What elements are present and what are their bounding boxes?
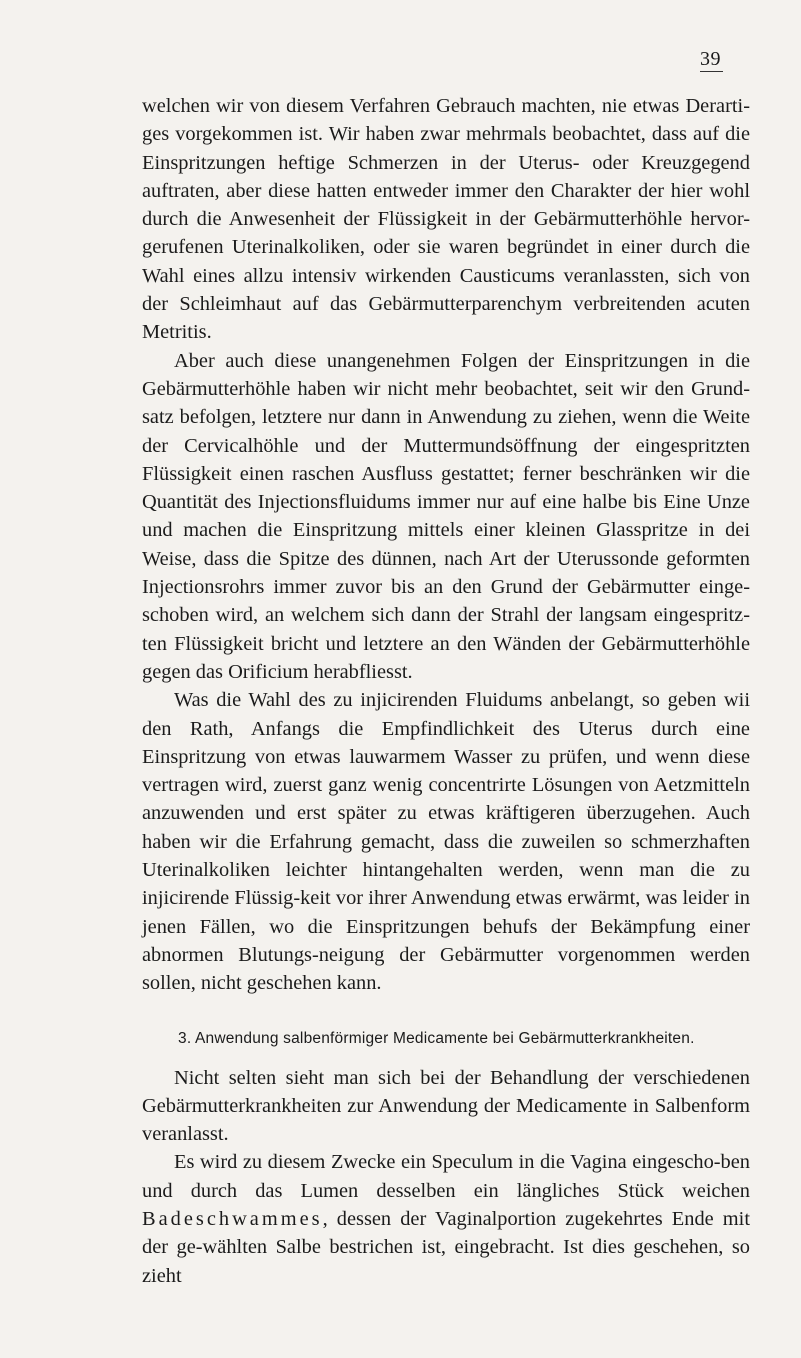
page-number: 39 bbox=[700, 48, 721, 70]
paragraph-1: welchen wir von diesem Verfahren Gebrauch machten, nie etwas Derarti-ges vorgekommen ist. Wir haben zwar mehrmals beobachtet, dass auf die Einspritzungen heftige Schmerzen in der Uterus- oder Kreuzgegend auftraten, aber diese hatten entweder immer den Charakter der hier wohl durch die Anwesenheit der Flüssigkeit in der Gebärmutterhöhle hervor-gerufenen Uterinalkoliken, oder sie waren begründet in einer durch die Wahl eines allzu intensiv wirkenden Causticums veranlassten, sich von der Schleimhaut auf das Gebärmutterparenchym verbreitenden acuten Metritis. bbox=[142, 95, 750, 344]
section-paragraph-2-start: Es wird zu diesem Zwecke ein Speculum in die Vagina eingescho-ben und durch das Lumen desselben ein längliches Stück weichen bbox=[142, 1151, 750, 1202]
text-column bbox=[142, 92, 750, 1290]
paragraph-3: Was die Wahl des zu injicirenden Fluidums anbelangt, so geben wii den Rath, Anfangs die Empfindlichkeit des Uterus durch eine Einspritzung von etwas lauwarmem Wasser zu prüfen, und wenn diese vertragen wird, zuerst ganz wenig concentrirte Lösungen von Aetzmitteln anzuwenden und erst später zu etwas kräftigeren überzugehen. Auch haben wir die Erfahrung gemacht, dass die zuweilen so schmerzhaften Uterinalkoliken leichter hintangehalten werden, wenn man die zu injicirende Flüssig-keit vor ihrer Anwendung etwas erwärmt, was leider in jenen Fällen, wo die Einspritzungen behufs der Bekämpfung einer abnormen Blutungs-neigung der Gebärmutter vorgenommen werden sollen, nicht geschehen kann. bbox=[142, 689, 750, 995]
section-paragraph-2-end: , dessen der Vaginalportion zugekehrtes Ende mit der ge-wählten Salbe bestrichen ist, eingebracht. Ist dies geschehen, so zieht bbox=[142, 1207, 750, 1287]
section-paragraph-2 bbox=[142, 1148, 750, 1289]
section-paragraph-1: Nicht selten sieht man sich bei der Behandlung der verschiedenen Gebärmutterkrankheiten zur Anwendung der Medicamente in Salbenform veranlasst. bbox=[142, 1066, 750, 1146]
emphasized-term: Badeschwammes bbox=[142, 1207, 323, 1230]
paragraph-2: Aber auch diese unangenehmen Folgen der Einspritzungen in die Gebärmutterhöhle haben wir nicht mehr beobachtet, seit wir den Grund-satz befolgen, letztere nur dann in Anwendung zu ziehen, wenn die Weite der Cervicalhöhle und der Muttermundsöffnung der eingespritzten Flüssigkeit einen raschen Ausfluss gestattet; ferner beschränken wir die Quantität des Injectionsfluidums immer nur auf eine halbe bis Eine Unze und machen die Einspritzung mittels einer kleinen Glasspritze in dei Weise, dass die Spitze des dünnen, nach Art der Uterussonde geformten Injectionsrohrs immer zuvor bis an den Grund der Gebärmutter einge-schoben wird, an welchem sich dann der Strahl der langsam eingespritz-ten Flüssigkeit bricht und letztere an den Wänden der Gebärmutterhöhle gegen das Orificium herabfliesst. bbox=[142, 349, 750, 683]
section-heading: 3. Anwendung salbenförmiger Medicamente bei Gebärmutterkrankheiten. bbox=[178, 1029, 695, 1047]
